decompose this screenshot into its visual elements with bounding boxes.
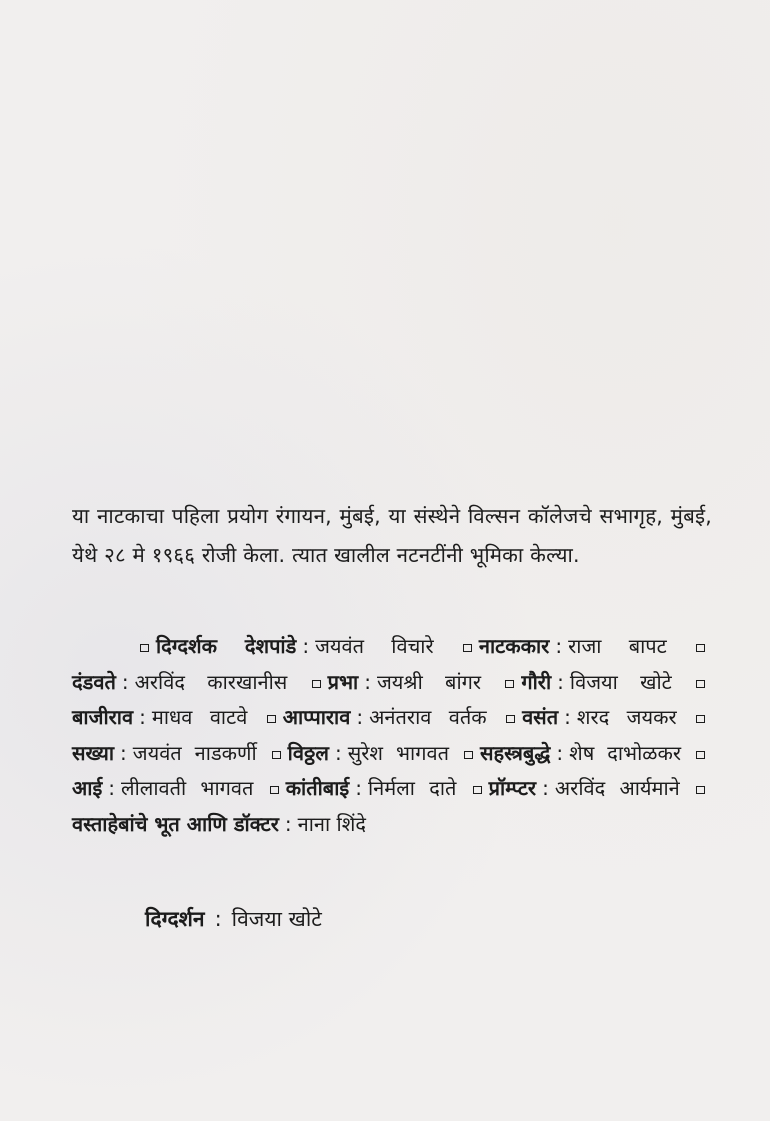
cast-actor: जयवंत नाडकर्णी — [132, 740, 257, 765]
square-bullet-icon — [506, 715, 515, 723]
cast-actor: जयवंत विचारे — [315, 634, 434, 658]
square-bullet-icon — [270, 786, 279, 794]
cast-role: आप्पाराव — [282, 705, 351, 729]
cast-entry — [503, 670, 671, 694]
cast-separator: : — [120, 740, 127, 765]
square-bullet-icon — [505, 680, 514, 688]
cast-list — [72, 629, 712, 842]
cast-actor: शेष दाभोळकर — [569, 740, 682, 765]
square-bullet-icon — [272, 751, 281, 759]
cast-role: प्रॉम्प्टर — [488, 776, 537, 800]
square-bullet-icon — [267, 715, 276, 723]
cast-entry — [268, 776, 457, 800]
cast-role: वस्ताहेबांचे भूत आणि डॉक्टर — [72, 811, 279, 836]
cast-role: गौरी — [521, 669, 552, 694]
cast-actor: माधव वाटवे — [151, 705, 248, 729]
cast-role: सख्या — [72, 740, 114, 765]
cast-role: दिग्दर्शक देशपांडे — [156, 634, 297, 658]
cast-role: आई — [72, 776, 103, 800]
square-bullet-icon — [696, 644, 705, 652]
cast-actor: राजा बापट — [568, 634, 667, 658]
cast-entry — [138, 634, 434, 658]
cast-actor: अनंतराव वर्तक — [369, 705, 487, 729]
cast-actor: शरद जयकर — [576, 705, 677, 729]
square-bullet-icon — [140, 644, 149, 652]
cast-actor: नाना शिंदे — [297, 811, 366, 836]
cast-role: नाटककार — [478, 634, 550, 658]
cast-separator: : — [121, 669, 129, 694]
square-bullet-icon — [464, 751, 473, 759]
cast-actor: विजया खोटे — [569, 669, 672, 694]
square-bullet-icon — [473, 786, 482, 794]
cast-role: कांतीबाई — [285, 776, 350, 800]
premiere-paragraph: या नाटकाचा पहिला प्रयोग रंगायन, मुंबई, या संस्थेने विल्सन कॉलेजचे सभागृह, मुंबई, येथे २८ मे १९६६ रोजी केला. त्यात खालील नटनटींनी भूमिका केल्या. — [72, 504, 712, 567]
cast-separator: : — [334, 740, 342, 765]
square-bullet-icon — [696, 715, 705, 723]
cast-actor: सुरेश भागवत — [347, 740, 449, 765]
cast-entry — [471, 776, 680, 800]
direction-separator: : — [214, 907, 222, 931]
cast-entry — [461, 634, 667, 658]
cast-role: सहस्त्रबुद्धे — [479, 740, 551, 765]
cast-entry — [270, 741, 449, 765]
cast-separator: : — [557, 669, 564, 694]
direction-label: दिग्दर्शन — [145, 907, 205, 931]
cast-separator: : — [139, 705, 146, 729]
cast-separator: : — [108, 776, 116, 800]
cast-separator: : — [364, 669, 371, 694]
cast-entry — [310, 670, 481, 694]
square-bullet-icon — [463, 644, 472, 652]
cast-actor: अरविंद कारखानीस — [134, 669, 288, 694]
square-bullet-icon — [312, 680, 321, 688]
cast-separator: : — [556, 740, 564, 765]
cast-role: प्रभा — [327, 669, 359, 694]
cast-role: विठ्ठल — [287, 740, 329, 765]
cast-entry — [504, 705, 677, 729]
cast-separator: : — [542, 776, 549, 800]
cast-separator: : — [555, 634, 563, 658]
cast-separator: : — [356, 705, 364, 729]
cast-entry — [462, 741, 681, 765]
cast-actor: निर्मला दाते — [367, 776, 457, 800]
cast-actor: जयश्री बांगर — [376, 669, 482, 694]
cast-separator: : — [284, 811, 292, 836]
cast-role: वसंत — [522, 705, 559, 729]
cast-separator: : — [564, 705, 571, 729]
direction-credit — [145, 902, 322, 936]
square-bullet-icon — [696, 680, 705, 688]
cast-separator: : — [355, 776, 362, 800]
cast-separator: : — [302, 634, 310, 658]
cast-role: बाजीराव — [72, 705, 134, 729]
cast-actor: लीलावती भागवत — [121, 776, 254, 800]
cast-actor: अरविंद आर्यमाने — [554, 776, 680, 800]
cast-role: दंडवते — [72, 669, 116, 694]
director-name: विजया खोटे — [231, 907, 322, 931]
square-bullet-icon — [696, 751, 705, 759]
square-bullet-icon — [696, 786, 705, 794]
cast-entry — [265, 705, 487, 729]
